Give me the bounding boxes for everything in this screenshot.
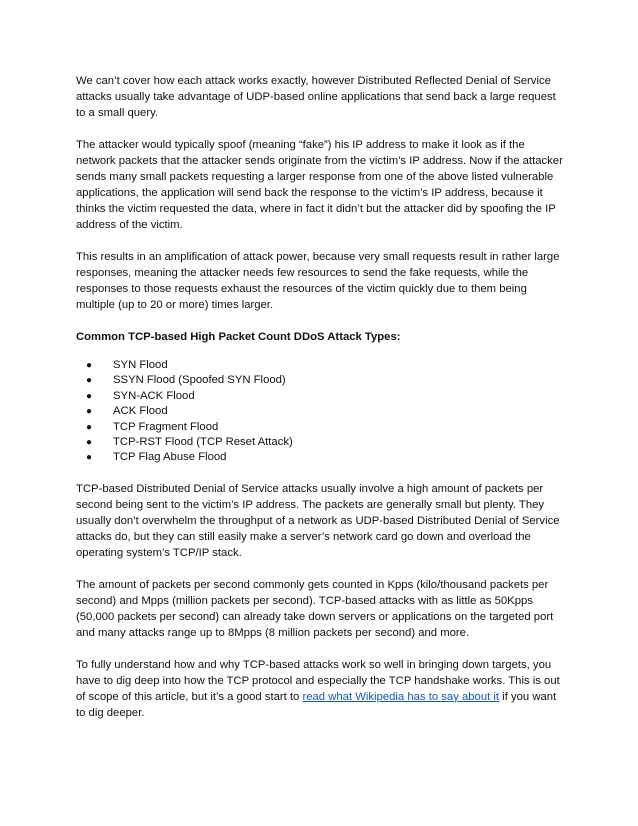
document-page — [76, 73, 566, 737]
list-item-label: SYN-ACK Flood — [113, 389, 195, 402]
bullet-icon: ● — [86, 375, 93, 387]
bullet-icon: ● — [86, 360, 93, 371]
section-heading: Common TCP-based High Packet Count DDoS Attack Types: — [76, 331, 401, 343]
amplification-paragraph: This results in an amplification of attack power, because very small requests result in rather large responses, meaning the attacker needs few resources to send the fake requests, while the responses to those requests exhaust the resources of the victim quickly due to them being multiple (up to 20 or more) times larger. — [76, 251, 560, 311]
list-item — [76, 404, 566, 419]
list-item-label: TCP Flag Abuse Flood — [113, 451, 227, 464]
list-item — [76, 450, 566, 465]
list-item-label: SYN Flood — [113, 359, 168, 371]
list-item-label: TCP-RST Flood (TCP Reset Attack) — [113, 436, 293, 449]
further-reading-paragraph — [76, 657, 566, 721]
spoofing-paragraph: The attacker would typically spoof (meaning “fake”) his IP address to make it look as if the network packets that the attacker sends originate from the victim’s IP address. Now if the attacker sends many small packets requesting a larger response from one of the above listed vulnerable applications, the application will send back the response to the victim’s IP address, because it thinks the victim requested the data, where in fact it didn’t but the attacker did by spoofing the IP address of the victim. — [76, 139, 563, 231]
bullet-icon: ● — [86, 437, 93, 449]
packet-rate-paragraph: The amount of packets per second commonly gets counted in Kpps (kilo/thousand packets per second) and Mpps (million packets per second). TCP-based attacks with as little as 50Kpps (50,000 packets per second) can already take down servers or applications on the targeted port and many attacks range up to 8Mpps (8 million packets per second) and more. — [76, 578, 554, 639]
attack-types-list — [76, 358, 566, 466]
list-item-label: TCP Fragment Flood — [113, 420, 219, 433]
list-item — [76, 420, 566, 435]
list-item-label: SSYN Flood (Spoofed SYN Flood) — [113, 374, 286, 387]
list-item — [76, 389, 566, 404]
bullet-icon: ● — [86, 390, 93, 402]
bullet-icon: ● — [86, 452, 93, 464]
list-item — [76, 373, 566, 388]
bullet-icon: ● — [86, 421, 93, 433]
further-reading-tail: if you want to dig deeper. — [76, 690, 557, 719]
wikipedia-link[interactable]: read what Wikipedia has to say about it — [302, 690, 500, 703]
list-item — [76, 435, 566, 450]
list-item — [76, 358, 566, 373]
list-item-label: ACK Flood — [113, 405, 168, 418]
tcp-attacks-paragraph: TCP-based Distributed Denial of Service attacks usually involve a high amount of packets per second being sent to the victim’s IP address. The packets are generally small but plenty. They usually don’t overwhelm the throughput of a network as UDP-based Distributed Denial of Service attacks do, but they can still easily make a server’s network card go down and overload the operating system’s TCP/IP stack. — [76, 482, 560, 559]
bullet-icon: ● — [86, 406, 93, 418]
further-reading-text: To fully understand how and why TCP-based attacks work so well in bringing down targets, you have to dig deep into how the TCP protocol and especially the TCP handshake works. This is out of scope of this article, but it’s a good start to — [76, 658, 560, 703]
intro-paragraph: We can’t cover how each attack works exactly, however Distributed Reflected Denial of Service attacks usually take advantage of UDP-based online applications that send back a large request to a small query. — [76, 75, 556, 119]
